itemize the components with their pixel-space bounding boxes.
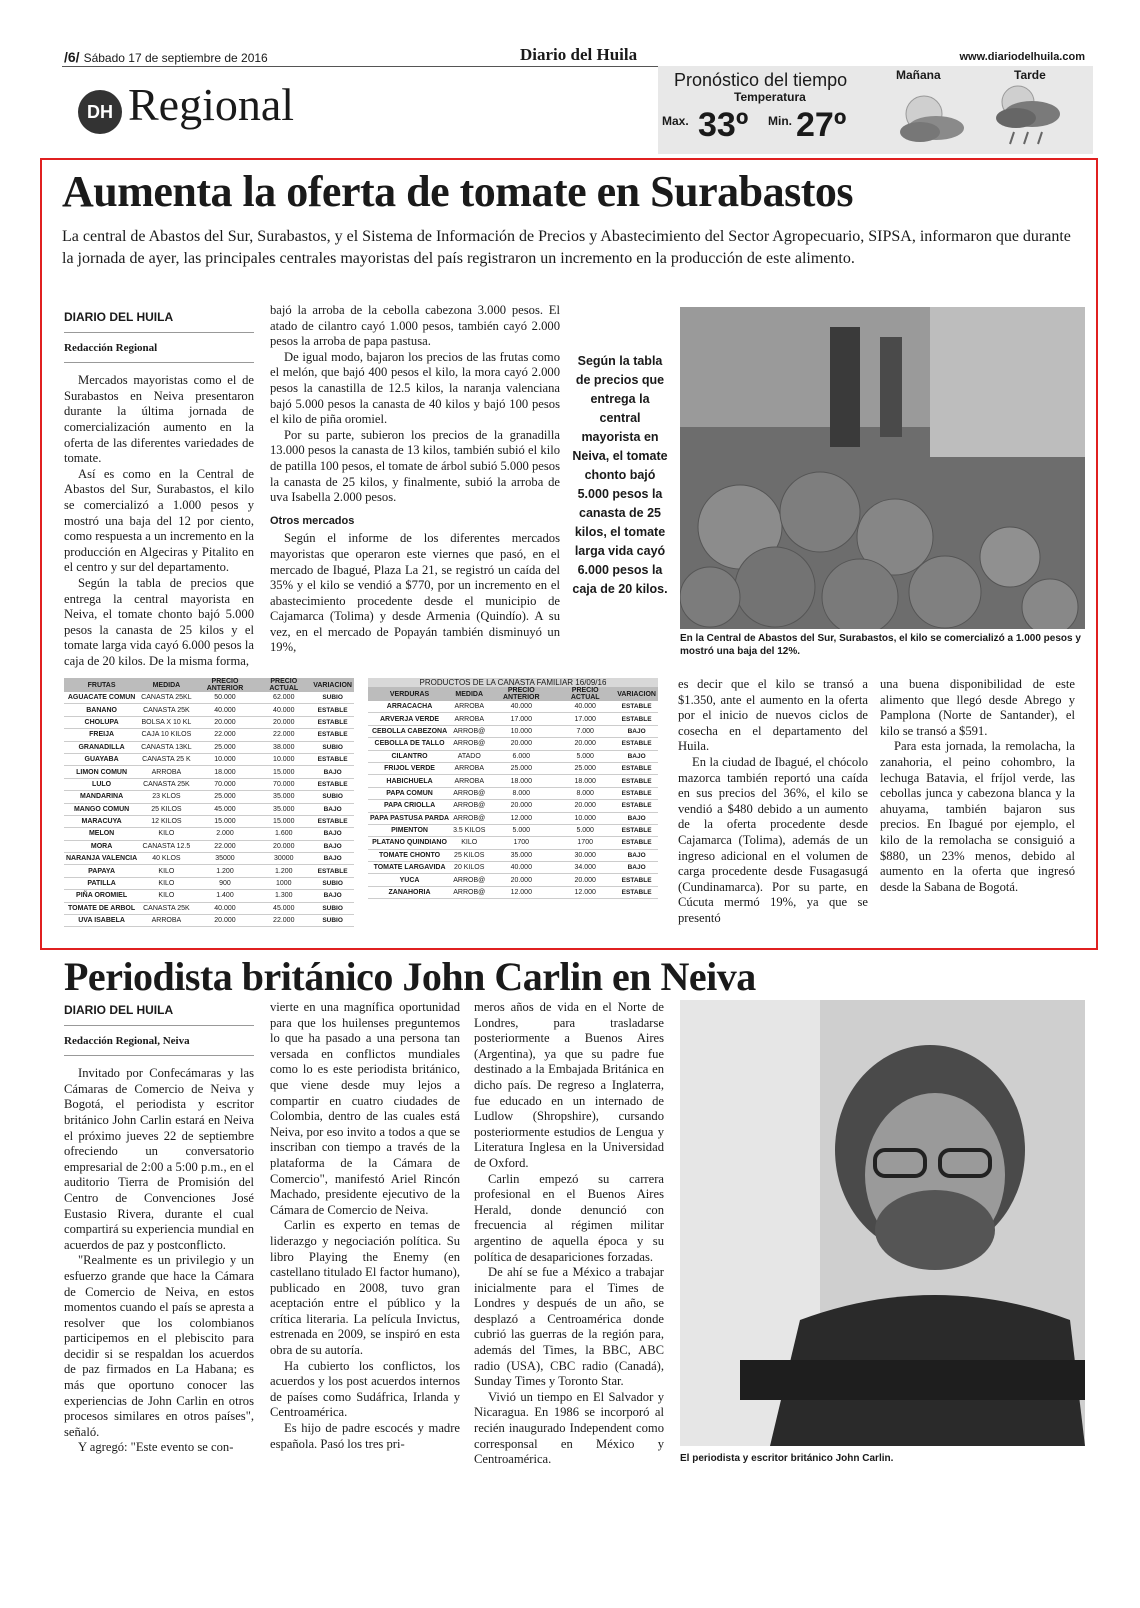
fruit-table-cell: KILO (139, 877, 193, 889)
fruit-table-cell: 1.200 (194, 865, 257, 877)
article1-headline: Aumenta la oferta de tomate en Surabastos (62, 167, 853, 216)
veg-table-cell: BAJO (615, 862, 658, 874)
veg-table-cell: 8.000 (555, 787, 615, 799)
tomato-photo-caption: En la Central de Abastos del Sur, Surabastos, el kilo se comercializó a 1.000 pesos y mostró una baja del 12%. (680, 633, 1081, 657)
fruit-table-cell: MORA (64, 840, 139, 852)
pull-quote: Según la tabla de precios que entrega la central mayorista en Neiva, el tomate chonto bajó 5.000 pesos la canasta de 25 kilos, el tomate larga vida cayó 6.000 pesos la caja de 20 kilos. (572, 354, 668, 596)
fruit-table-cell: CHOLUPA (64, 716, 139, 728)
table-row (368, 738, 658, 750)
table-row (368, 725, 658, 737)
veg-table-cell: 25.000 (555, 762, 615, 774)
fruit-header-cell: PRECIO ANTERIOR (194, 678, 257, 692)
fruit-table-cell: 20.000 (194, 915, 257, 927)
fruit-table-cell: CANASTA 25 K (139, 753, 193, 765)
fruit-table-cell: BAJO (311, 766, 354, 778)
veg-table-cell: 34.000 (555, 862, 615, 874)
paragraph: vierte en una magnífica oportunidad para que los huilenses preguntemos lo que ha pasado a una persona tan versada en conflictos mundiales como lo es este periodista británico, que viene desde muy lejos a compartir en cuatro ciudades de Colombia, dentro de las cuales está Neiva, por eso invito a todos a que se inscriban con tiempo a través de la plataforma de la Cámara de Comercio", manifestó Ariel Rincón Machado, presidente ejecutivo de la Cámara de Comercio de Neiva. (270, 1000, 460, 1217)
fruit-header-cell: FRUTAS (64, 678, 139, 692)
veg-table-cell: ESTABLE (615, 886, 658, 898)
article2-column-2 (270, 1000, 460, 1452)
veg-table-cell: PIMENTON (368, 824, 451, 836)
paragraph: Para esta jornada, la remolacha, la zanahoria, el peino cohombro, la lechuga Batavia, el fríjol verde, las cebollas junca y cabezona blanca y la ahuyama, también bajaron sus precios. En Ibagué por ejemplo, el kilo de la remolacha se consiguió a $880, un 23% menos, debido al aumento en la oferta que ingresó desde la Sabana de Bogotá. (880, 739, 1075, 894)
veg-table-cell: ESTABLE (615, 762, 658, 774)
veg-table-cell: 12.000 (555, 886, 615, 898)
article2-column-3 (474, 1000, 664, 1468)
article2-subline: Redacción Regional, Neiva (64, 1034, 190, 1047)
fruit-table-cell: 22.000 (256, 729, 311, 741)
fruit-table-cell: 45.000 (256, 902, 311, 914)
veg-table-cell: ARROBA (451, 701, 487, 713)
veg-table-cell: BAJO (615, 750, 658, 762)
article1-byline: DIARIO DEL HUILA (64, 310, 174, 324)
newspaper-name: Diario del Huila (520, 45, 638, 64)
fruit-table-cell: 15.000 (256, 815, 311, 827)
fruit-table-cell: 40 KLOS (139, 853, 193, 865)
fruit-table-cell: SUBIO (311, 692, 354, 704)
paragraph: De igual modo, bajaron los precios de las frutas como el melón, que bajó 400 pesos el kilo, la mora cayó 2.000 pesos la canastilla de 12.5 kilos, la naranja valenciana bajó 5.000 pesos la canasta de 40 kilos y bajó 100 pesos el kilo de piña oromiel. (270, 349, 560, 427)
fruit-table-cell: PIÑA OROMIEL (64, 890, 139, 902)
fruit-table-cell: GRANADILLA (64, 741, 139, 753)
veg-table-cell: ARROBA (451, 713, 487, 725)
fruit-table-cell: 50.000 (194, 692, 257, 704)
veg-table-cell: 1700 (487, 837, 555, 849)
veg-table-cell: 20 KILOS (451, 862, 487, 874)
fruit-table-cell: BAJO (311, 890, 354, 902)
paragraph: En la ciudad de Ibagué, el chócolo mazorca también reportó una caída en sus precios del 36%, el kilo se vendió a $480 debido a un aumento de la oferta procedente desde Cajamarca (Tolima), además de un ingreso adicional en el volumen de carga procedente desde Fusagasugá (Cundinamarca). Por su parte, en Cúcuta mermó 19%, ya que se presentó (678, 754, 868, 925)
table-row (368, 862, 658, 874)
paragraph: Carlin empezó su carrera profesional en el Buenos Aires Herald, donde denunció con frecuencia al régimen militar argentino de aquella época y su política de desapariciones forzadas. (474, 1171, 664, 1264)
table-row (64, 877, 354, 889)
paragraph: "Realmente es un privilegio y un esfuerzo grande que hace la Cámara de Comercio de Neiva, en estos momentos cuando el país se apresta a resolver que los colombianos participemos en el plebiscito para decidir si se respaldan los acuerdos de paz firmados en La Habana; es más que oportuno conocer las experiencias de John Carlin en otros procesos similares en otros países", señaló. (64, 1253, 254, 1439)
fruit-table-cell: MANDARINA (64, 791, 139, 803)
table-row (64, 753, 354, 765)
veg-table-cell: ESTABLE (615, 775, 658, 787)
table-row (64, 729, 354, 741)
rain-cloud-icon (988, 80, 1068, 148)
fruit-table-cell: 15.000 (194, 815, 257, 827)
veg-table-cell: BAJO (615, 849, 658, 861)
fruit-table-cell: MARACUYA (64, 815, 139, 827)
paragraph: Invitado por Confecámaras y las Cámaras de Comercio de Neiva y Bogotá, el periodista y escritor británico John Carlin estará en Neiva el próximo jueves 22 de septiembre ofreciendo un conversatorio empresarial de 2:00 a 5:00 p.m., en el auditorio Tierra de Promisión del Centro de Convenciones José Eustasio Rivera, durante el cual compartirá su experiencia mundial en acuerdos de paz y postconflicto. (64, 1066, 254, 1252)
veg-table-cell: 5.000 (487, 824, 555, 836)
veg-table-cell: 20.000 (555, 874, 615, 886)
table-row (368, 886, 658, 898)
fruit-table-cell: 10.000 (194, 753, 257, 765)
fruit-table-cell: 20.000 (256, 840, 311, 852)
table-row (64, 853, 354, 865)
veg-table-cell: ARROB@ (451, 725, 487, 737)
fruit-table-cell: 15.000 (256, 766, 311, 778)
newspaper-url: www.diariodelhuila.com (959, 51, 1085, 63)
paragraph: meros años de vida en el Norte de Londres, para trasladarse posteriormente a Buenos Aires (Argentina), ya que su padre fue destinado a la Embajada Británica en dicho país. De regreso a Inglaterra, fue educado en un internado de Ludlow (Shropshire), cursando posteriormente estudios de Lengua y Literatura Inglesa en la Universidad de Oxford. (474, 1000, 664, 1170)
table-row (368, 874, 658, 886)
table-row (64, 741, 354, 753)
fruit-table-cell: GUAYABA (64, 753, 139, 765)
article1-column-3 (678, 677, 868, 927)
table-row (368, 762, 658, 774)
veg-table-cell: TOMATE CHONTO (368, 849, 451, 861)
veg-header-cell: PRECIO ANTERIOR (487, 687, 555, 701)
veg-table-cell: 8.000 (487, 787, 555, 799)
fruit-table-cell: KILO (139, 890, 193, 902)
fruit-table-cell: 38.000 (256, 741, 311, 753)
paragraph: Mercados mayoristas como el de Surabastos en Neiva presentaron durante la última jornada de comercialización aumento en la oferta de las diferentes variedades de tomate. (64, 373, 254, 466)
veg-table-cell: PAPA CRIOLLA (368, 800, 451, 812)
veg-table-cell: 5.000 (555, 824, 615, 836)
fruit-table-cell: CANASTA 25K (139, 704, 193, 716)
table-row (368, 812, 658, 824)
fruit-table-cell: FREIJA (64, 729, 139, 741)
paragraph: Según la tabla de precios que entrega la central mayorista en Neiva, el tomate chonto bajó 5.000 pesos la canasta de 25 kilos y el tomate larga vida cayó 6.000 pesos la caja de 20 kilos. De la misma forma, (64, 575, 254, 668)
article2-byline: DIARIO DEL HUILA (64, 1003, 174, 1017)
fruit-table-cell: MANGO COMUN (64, 803, 139, 815)
table-row (64, 716, 354, 728)
byline-rule (64, 1025, 254, 1026)
veg-table-cell: 18.000 (487, 775, 555, 787)
veg-table-cell: 40.000 (487, 862, 555, 874)
veg-header-cell: PRECIO ACTUAL (555, 687, 615, 701)
paragraph: Por su parte, subieron los precios de la granadilla 13.000 pesos la canasta de 13 kilos, también subió el kilo de patilla 100 pesos, el tomate de árbol subió 5.000 pesos la canasta de 25 kilos, y finalmente, subió la arroba de uva Isabella 2.000 pesos. (270, 427, 560, 505)
veg-table-cell: ESTABLE (615, 824, 658, 836)
fruit-table-cell: CANASTA 25KL (139, 692, 193, 704)
fruit-table-cell: 22.000 (256, 915, 311, 927)
fruit-table-cell: 35000 (194, 853, 257, 865)
fruit-table-cell: KILO (139, 828, 193, 840)
fruit-table-cell: 45.000 (194, 803, 257, 815)
veg-table-cell: ESTABLE (615, 713, 658, 725)
vegetable-price-table (368, 678, 658, 899)
paragraph: Según el informe de los diferentes mercados mayoristas que operaron este viernes que pasó, en el mercado de Ibagué, Plaza La 21, se registró un caída del 35% y el kilo se vendió a $770, por un incremento en el abastecimiento procedente desde el municipio de Cajamarca (Tolima) y desde Armenia (Quindío). A su vez, en el mercado de Popayán también disminuyó un 19%, (270, 531, 560, 655)
veg-table-cell: ARVERJA VERDE (368, 713, 451, 725)
article1-subline: Redacción Regional (64, 341, 158, 354)
fruit-table-cell: 1.300 (256, 890, 311, 902)
fruit-table-cell: 10.000 (256, 753, 311, 765)
fruit-table-cell: AGUACATE COMUN (64, 692, 139, 704)
veg-table-cell: 12.000 (487, 812, 555, 824)
table-row (368, 800, 658, 812)
fruit-table-cell: KILO (139, 865, 193, 877)
veg-table-cell: 20.000 (555, 738, 615, 750)
article1-column-1 (64, 310, 254, 669)
paragraph: Así es como en la Central de Abastos del Sur, Surabastos, el kilo se comercializó a 1.000 pesos y mostró una baja del 12 por ciento, como respuesta a un incremento en la producción en Algeciras y Pitalito en el centro y sur del departamento. (64, 466, 254, 575)
veg-table-cell: PAPA PASTUSA PARDA (368, 812, 451, 824)
fruit-table-cell: 2.000 (194, 828, 257, 840)
carlin-photo-caption: El periodista y escritor británico John Carlin. (680, 1453, 894, 1464)
fruit-table-cell: ESTABLE (311, 704, 354, 716)
paragraph: Vivió un tiempo en El Salvador y Nicaragua. En 1986 se incorporó al recién inaugurado Independent como corresponsal en México y Centroamérica. (474, 1389, 664, 1467)
fruit-table-cell: 40.000 (256, 704, 311, 716)
fruit-table-cell: CANASTA 12.5 (139, 840, 193, 852)
fruit-table-cell: LULO (64, 778, 139, 790)
table-row (368, 775, 658, 787)
fruit-price-table (64, 678, 354, 927)
table-row (64, 815, 354, 827)
section-title: Regional (128, 79, 295, 130)
table-row (368, 849, 658, 861)
veg-table-cell: ARROB@ (451, 738, 487, 750)
subline-rule (64, 362, 254, 363)
fruit-table-cell: CANASTA 25K (139, 778, 193, 790)
veg-table-cell: ARROB@ (451, 886, 487, 898)
veg-table-cell: PAPA COMUN (368, 787, 451, 799)
veg-table-cell: CEBOLLA CABEZONA (368, 725, 451, 737)
veg-table-cell: 40.000 (487, 701, 555, 713)
veg-table-cell: 25 KILOS (451, 849, 487, 861)
veg-table-cell: BAJO (615, 812, 658, 824)
fruit-table-cell: TOMATE DE ARBOL (64, 902, 139, 914)
veg-table-cell: 20.000 (555, 800, 615, 812)
fruit-table-cell: ESTABLE (311, 729, 354, 741)
fruit-table-cell: 12 KILOS (139, 815, 193, 827)
paragraph: es decir que el kilo se transó a $1.350, ante el aumento en la oferta por el inicio de nuevos ciclos de cosecha en el departamento del Huila. (678, 677, 868, 754)
weather-afternoon-label: Tarde (1014, 68, 1046, 82)
veg-table-cell: ESTABLE (615, 874, 658, 886)
fruit-table-cell: 25.000 (194, 791, 257, 803)
fruit-table-cell: 22.000 (194, 729, 257, 741)
veg-header-cell: VARIACION (615, 687, 658, 701)
article1-subhead: Otros mercados (270, 514, 355, 527)
fruit-header-cell: PRECIO ACTUAL (256, 678, 311, 692)
veg-table-cell: 3.5 KILOS (451, 824, 487, 836)
veg-table-cell: 20.000 (487, 800, 555, 812)
fruit-table-cell: BAJO (311, 853, 354, 865)
veg-table-cell: 17.000 (555, 713, 615, 725)
fruit-table-cell: ESTABLE (311, 716, 354, 728)
weather-min-value: 27º (796, 106, 847, 144)
fruit-table-cell: 25 KILOS (139, 803, 193, 815)
fruit-table-cell: 23 KLOS (139, 791, 193, 803)
fruit-table-cell: 35.000 (256, 791, 311, 803)
page-date: Sábado 17 de septiembre de 2016 (83, 51, 268, 65)
fruit-table-cell: 1.400 (194, 890, 257, 902)
fruit-table-cell: UVA ISABELA (64, 915, 139, 927)
veg-table-cell: YUCA (368, 874, 451, 886)
fruit-table-cell: ESTABLE (311, 778, 354, 790)
fruit-table-cell: SUBIO (311, 902, 354, 914)
table-row (64, 778, 354, 790)
fruit-table-cell: 30000 (256, 853, 311, 865)
veg-table-cell: ARRACACHA (368, 701, 451, 713)
table-row (64, 704, 354, 716)
fruit-table-cell: ARROBA (139, 766, 193, 778)
vegetable-table-caption: PRODUCTOS DE LA CANASTA FAMILIAR 16/09/16 (368, 678, 658, 687)
veg-table-cell: KILO (451, 837, 487, 849)
table-row (368, 701, 658, 713)
fruit-table-cell: 1.600 (256, 828, 311, 840)
veg-table-cell: 35.000 (487, 849, 555, 861)
veg-table-cell: 18.000 (555, 775, 615, 787)
fruit-table-cell: MELON (64, 828, 139, 840)
table-row (64, 915, 354, 927)
subline-rule (64, 1055, 254, 1056)
table-row (64, 902, 354, 914)
fruit-table-cell: 20.000 (194, 716, 257, 728)
paragraph: De ahí se fue a México a trabajar inicialmente para el Times de Londres y después de un año, se desplazó a Centroamérica donde cubrió las guerras de la región para, además del Times, la BBC, ABC radio (USA), CBC radio (Canadá), Sunday Times y Toronto Star. (474, 1265, 664, 1389)
fruit-table-cell: 900 (194, 877, 257, 889)
veg-table-cell: 30.000 (555, 849, 615, 861)
article1-column-2 (270, 303, 560, 656)
fruit-table-cell: 40.000 (194, 704, 257, 716)
weather-subtitle: Temperatura (734, 90, 806, 104)
veg-table-cell: CILANTRO (368, 750, 451, 762)
veg-table-cell: 12.000 (487, 886, 555, 898)
table-row (64, 828, 354, 840)
table-row (368, 824, 658, 836)
fruit-table-cell: 20.000 (256, 716, 311, 728)
veg-table-cell: 25.000 (487, 762, 555, 774)
fruit-table-cell: BAJO (311, 840, 354, 852)
table-row (64, 791, 354, 803)
fruit-table-cell: SUBIO (311, 791, 354, 803)
table-row (64, 840, 354, 852)
table-row (368, 787, 658, 799)
fruit-table-cell: NARANJA VALENCIA (64, 853, 139, 865)
veg-table-cell: 20.000 (487, 874, 555, 886)
fruit-table-cell: ESTABLE (311, 753, 354, 765)
fruit-table-cell: 62.000 (256, 692, 311, 704)
veg-table-cell: 5.000 (555, 750, 615, 762)
veg-table-cell: 10.000 (555, 812, 615, 824)
weather-title: Pronóstico del tiempo (674, 70, 848, 90)
veg-header-cell: VERDURAS (368, 687, 451, 701)
paragraph: Y agregó: "Este evento se con- (78, 1440, 234, 1455)
weather-max-label: Max. (662, 114, 689, 128)
fruit-table-cell: ESTABLE (311, 815, 354, 827)
fruit-table-cell: PAPAYA (64, 865, 139, 877)
article1-column-4 (880, 677, 1075, 895)
weather-morning-label: Mañana (896, 68, 941, 82)
veg-table-cell: HABICHUELA (368, 775, 451, 787)
weather-min-label: Min. (768, 114, 792, 128)
fruit-table-cell: CANASTA 13KL (139, 741, 193, 753)
fruit-table-cell: ARROBA (139, 915, 193, 927)
article2-headline: Periodista británico John Carlin en Neiva (64, 954, 756, 999)
dh-logo: DH (78, 90, 122, 134)
paragraph: Es hijo de padre escocés y madre española. Pasó los tres pri- (270, 1421, 460, 1451)
veg-table-cell: ESTABLE (615, 800, 658, 812)
fruit-table-cell: SUBIO (311, 915, 354, 927)
john-carlin-portrait-photo (680, 1000, 1085, 1446)
fruit-table-cell: 70.000 (194, 778, 257, 790)
table-row (368, 750, 658, 762)
fruit-table-cell: 40.000 (194, 902, 257, 914)
fruit-table-cell: BAJO (311, 803, 354, 815)
veg-table-cell: ESTABLE (615, 787, 658, 799)
page-number: /6/ (64, 49, 80, 65)
page-date-line (64, 49, 268, 65)
fruit-table-cell: 1000 (256, 877, 311, 889)
fruit-table-cell: SUBIO (311, 741, 354, 753)
fruit-table-cell: CAJA 10 KILOS (139, 729, 193, 741)
veg-table-cell: ARROBA (451, 762, 487, 774)
byline-rule (64, 332, 254, 333)
veg-table-cell: ARROB@ (451, 812, 487, 824)
table-row (64, 766, 354, 778)
table-row (64, 865, 354, 877)
veg-table-cell: 6.000 (487, 750, 555, 762)
table-row (64, 692, 354, 704)
veg-table-cell: ZANAHORIA (368, 886, 451, 898)
paragraph: Carlin es experto en temas de liderazgo y negociación política. Su libro Playing the Enemy (en castellano titulado El factor humano), publicado en 2008, tuvo gran aceptación entre el público y la crítica literaria. La película Invictus, estrenada en 2009, se inspiró en esta obra de su autoría. (270, 1218, 460, 1358)
tomato-market-photo (680, 307, 1085, 629)
veg-table-cell: ESTABLE (615, 701, 658, 713)
fruit-table-cell: 1.200 (256, 865, 311, 877)
fruit-table-cell: ESTABLE (311, 865, 354, 877)
table-row (64, 890, 354, 902)
veg-table-cell: 1700 (555, 837, 615, 849)
fruit-table-cell: BANANO (64, 704, 139, 716)
paragraph: una buena disponibilidad de este alimento que llegó desde Abrego y Pamplona (Norte de Santander), el kilo se transó a $591. (880, 677, 1075, 738)
veg-table-cell: ARROB@ (451, 787, 487, 799)
veg-table-cell: FRIJOL VERDE (368, 762, 451, 774)
fruit-table-cell: 25.000 (194, 741, 257, 753)
fruit-table-cell: CANASTA 25K (139, 902, 193, 914)
veg-table-cell: 10.000 (487, 725, 555, 737)
veg-table-cell: ESTABLE (615, 738, 658, 750)
weather-box (658, 66, 1093, 154)
table-row (368, 713, 658, 725)
partly-cloudy-icon (890, 88, 970, 148)
fruit-table-cell: SUBIO (311, 877, 354, 889)
article1-lead: La central de Abastos del Sur, Surabastos, y el Sistema de Información de Precios y Abastecimiento del Sector Agropecuario, SIPSA, informaron que durante la jornada de ayer, las principales centrales mayoristas del país registraron un incremento en la producción de este alimento. (62, 228, 1071, 267)
veg-table-cell: PLATANO QUINDIANO (368, 837, 451, 849)
veg-table-cell: 17.000 (487, 713, 555, 725)
veg-table-cell: TOMATE LARGAVIDA (368, 862, 451, 874)
paragraph: Ha cubierto los conflictos, los acuerdos y los post acuerdos internos de países como Sudáfrica, Irlanda y Centroamérica. (270, 1358, 460, 1420)
fruit-table-cell: 35.000 (256, 803, 311, 815)
fruit-header-cell: MEDIDA (139, 678, 193, 692)
veg-table-cell: CEBOLLA DE TALLO (368, 738, 451, 750)
table-row (64, 803, 354, 815)
veg-table-cell: ESTABLE (615, 837, 658, 849)
fruit-table-cell: 22.000 (194, 840, 257, 852)
veg-table-cell: ARROB@ (451, 800, 487, 812)
fruit-table-cell: BOLSA X 10 KL (139, 716, 193, 728)
veg-table-cell: BAJO (615, 725, 658, 737)
veg-table-cell: ARROB@ (451, 874, 487, 886)
veg-table-cell: 40.000 (555, 701, 615, 713)
fruit-header-cell: VARIACION (311, 678, 354, 692)
fruit-table-cell: 70.000 (256, 778, 311, 790)
article2-column-1 (64, 1003, 254, 1456)
veg-table-cell: 20.000 (487, 738, 555, 750)
fruit-table-cell: BAJO (311, 828, 354, 840)
veg-table-cell: 7.000 (555, 725, 615, 737)
weather-max-value: 33º (698, 106, 749, 144)
fruit-table-cell: PATILLA (64, 877, 139, 889)
veg-header-cell: MEDIDA (451, 687, 487, 701)
veg-table-cell: ATADO (451, 750, 487, 762)
fruit-table-cell: 18.000 (194, 766, 257, 778)
fruit-table-cell: LIMON COMUN (64, 766, 139, 778)
paragraph: bajó la arroba de la cebolla cabezona 3.000 pesos. El atado de cilantro cayó 1.000 pesos, también cayó 2.000 pesos la arroba de papa pastusa. (270, 303, 560, 349)
table-row (368, 837, 658, 849)
veg-table-cell: ARROBA (451, 775, 487, 787)
